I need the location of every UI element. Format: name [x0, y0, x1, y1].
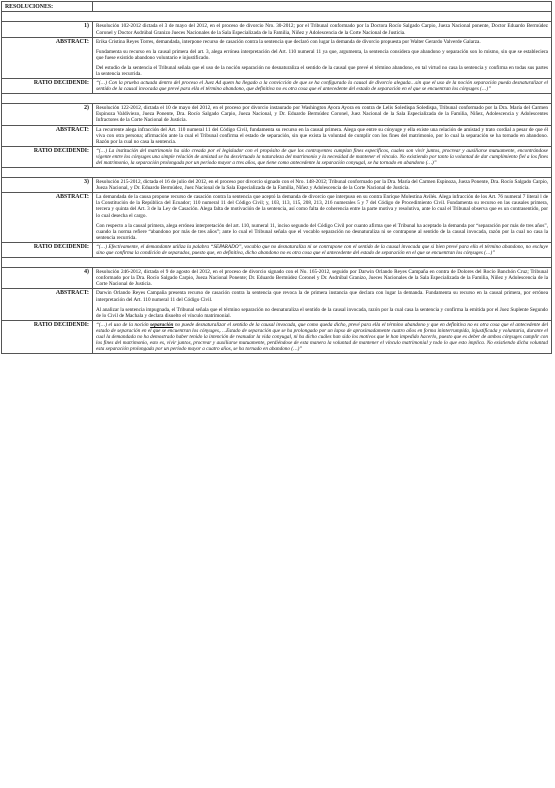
case-number: 4)	[2, 268, 93, 289]
ratio-label: RATIO DECIDENDI:	[2, 242, 93, 257]
case-ratio	[93, 320, 552, 353]
case-2-abstract-row	[2, 125, 552, 146]
ratio-label: RATIO DECIDENDI:	[2, 146, 93, 167]
abstract-label: ABSTRACT:	[2, 125, 93, 146]
case-1-ratio-row	[2, 79, 552, 94]
case-ratio: “(…) Efectivamente, el demandante utiliza la palabra “SEPARADO”, vocablo que no desnaturaliza ni se contrapone con el sentido de la causal invocada que si bien prevé para ella el término abandono, no excluye sino que confirma la condición de separados, puesto que, en definitiva, dicho abandono no es otra cosa que el antecedente del estado de separación en el que se encuentran los cónyuges (…)”	[93, 242, 552, 257]
case-1-abstract-row	[2, 37, 552, 78]
case-resolution: Resolución 215-2012, dictada el 16 de julio del 2012, en el proceso por divorcio signado con el Nro. 148-2012; Tribunal conformado por la Dra. María del Carmen Espinoza, Jueza Ponente, Dra. Rocío Salgado Carpio, Jueza Nacional, y Dr. Eduardo Bermúdez, Juez Nacional de la Sala Especializada de la Familia, Niñez y Adolescencia de la Corte Nacional de Justicia.	[93, 178, 552, 193]
ratio-quote-rest: no puede desnaturalizar el sentido de la causal invocada, que como queda dicho, prevé para ella el término abandono y que en definitiva no es otra cosa que el antecedente del estado de separación en el que se encuentran los cónyuges,….Estado de separación que se ha prolongado por un lapso de aproximadamente cuatro años en forma ininterrumpida, injustificada y voluntaria, durante el cual la demandada no ha demostrado haber tenido la intención de reanudar la vida conyugal, ni ha dicho cuáles han sido los motivos que le han impedido hacerlo, puesto que es deber de ambos cónyuges cumplir con los fines del matrimonio, esto es, vivir juntos, procrear y auxiliarse mutuamente, perdiéndose de esta manera la voluntad de mantener el vínculo matrimonial y todo lo que esto implica. No existiendo dicha voluntad esta separación prolongada por un periodo mayor a cuatro años, se ha tornado en abandono (…)”	[96, 321, 549, 353]
case-abstract: La demandada de la causa propone recurso de casación contra la sentencia que aceptó la demanda de divorcio que interpuso en su contra Enrique Molestina Avilés. Alega infracción de los Art. 76 numeral 7 literal l de la Constitución de la República del Ecuador; 110 numeral 11 del Código Civil; y, 103, 113, 115, 208, 213, 216 numerales 5 y 7 del Código de Procedimiento Civil. Fundamenta su recurso en las causales primera, tercera y quinta del Art. 3 de la Ley de Casación. Alega falta de motivación de la sentencia, así como falta de coherencia entre la parte motiva y resolutiva, ante lo cual el Tribunal observa que es un contrasentido, por lo cual desecha el cargo. Con respecto a la causal primera, alega errónea interpretación del art. 110, numeral 11, inciso segundo del Código Civil por cuanto afirma que el Tribunal ha aceptado la demanda por “separación por más de tres años”, cuando la norma refiere “abandono por más de tres años”; ante lo cual el Tribunal señala que el vocablo separación no desnaturaliza ni se contrapone al sentido de la causal invocada, razón por la cual no casa la sentencia recurrida.	[93, 193, 552, 243]
case-2-ratio-row	[2, 146, 552, 167]
case-number: 1)	[2, 22, 93, 37]
case-4-abstract-row	[2, 289, 552, 320]
case-number: 3)	[2, 178, 93, 193]
case-4-resolution-row	[2, 268, 552, 289]
case-ratio: “(…) La institución del matrimonio ha sido creada por el legislador con el propósito de que los contrayentes cumplan fines específicos, cuales son vivir juntos, procrear y auxiliarse mutuamente, encontrándose vigente entre los cónyuges una simple relación de amistad se ha desvirtuado la naturaleza del matrimonio y la necesidad de mantener el vínculo. No existiendo por tanto la voluntad de dar cumplimiento fiel a los fines del matrimonio, la separación prolongada por un periodo mayor a tres años, que tiene como antecedente la separación conyugal, se ha tornado en abandono (…)”	[93, 146, 552, 167]
ratio-label: RATIO DECIDENDI:	[2, 79, 93, 94]
resolutions-table	[1, 1, 552, 354]
header-row	[2, 2, 552, 12]
ratio-label: RATIO DECIDENDI:	[2, 320, 93, 353]
case-abstract: La recurrente alega infracción del Art. 110 numeral 11 del Código Civil, fundamenta su recurso en la causal primera. Alega que entre su cónyuge y ella existe una relación de amistad y trato cordial a pesar de que él viva con otra persona; afirmación ante la cual el Tribunal confirma el estado de separación, sin que exista la voluntad de cumplir con los fines del matrimonio, por lo cual la separación se ha tornado en abandono. Razón por la cual no casa la sentencia.	[93, 125, 552, 146]
abstract-label: ABSTRACT:	[2, 193, 93, 243]
case-number: 2)	[2, 104, 93, 125]
case-abstract: Erika Cristina Reyes Torres, demandada, interpone recurso de casación contra la sentencia que declaró con lugar la demanda de divorcio propuesta por Walter Gerardo Valverde Galarza. Fundamenta su recurso en la causal primera del art. 3, alega errónea interpretación del Art. 110 numeral 11 ya que, argumenta, la sentencia considera que abandono y separación son lo mismo, sin que se estableciera que fuese existido abandono voluntario e injustificado. Del estudio de la sentencia el Tribunal señala que el uso de la noción separación no desnaturaliza el sentido de la causal que prevé el término abandono, en tal virtud no casa la sentencia y confirma en todas sus partes la sentencia recurrida.	[93, 37, 552, 78]
ratio-quote-start: “(…) el uso de la noción	[96, 321, 151, 328]
ratio-key-term: separación	[150, 321, 174, 328]
case-2-resolution-row	[2, 104, 552, 125]
case-1-resolution-row	[2, 22, 552, 37]
document-page	[1, 1, 554, 354]
case-resolution: Resolución 246-2012, dictada el 9 de agosto del 2012, en el proceso de divorcio signado con el No. 165-2012, seguido por Darwin Orlando Reyes Campaña en contra de Dolores del Rocío Banchón Cruz; Tribunal conformado por la Dra. Rocío Salgado Carpio, Jueza Nacional Ponente; Dr. Eduardo Bermúdez Coronel y Dr. Asdrúbal Granizo, Jueces Nacionales de la Sala Especializada de la Familia, Niñez y Adolescencia de la Corte Nacional de Justicia.	[93, 268, 552, 289]
case-4-ratio-row	[2, 320, 552, 353]
resolutions-header: RESOLUCIONES:	[2, 2, 93, 12]
case-3-abstract-row	[2, 193, 552, 243]
case-3-resolution-row	[2, 178, 552, 193]
case-ratio: “(…) Con la prueba actuada dentro del proceso el Juez Ad quem ha llegado a la convicción de que se ha configurado la causal de divorcio alegada…sin que el uso de la noción separación pueda desnaturalizar el sentido de la causal invocada que prevé para ella el término abandono, que definitiva no es otra cosa que el antecedente del estado de separación en el que se encuentran los cónyuges (…)”	[93, 79, 552, 94]
case-3-ratio-row	[2, 242, 552, 257]
case-resolution: Resolución 102-2012 dictada el 3 de mayo del 2012, en el proceso de divorcio Nro. 30-2012; por el Tribunal conformado por la Doctora Rocío Salgado Carpio, Jueza Nacional ponente, Doctor Eduardo Bermúdez Coronel y Doctor Asdrúbal Granizo Jueces Nacionales de la Sala Especializada de la Familia, Niñez y Adolescencia de la Corte Nacional de Justicia.	[93, 22, 552, 37]
abstract-label: ABSTRACT:	[2, 289, 93, 320]
abstract-label: ABSTRACT:	[2, 37, 93, 78]
case-abstract: Darwin Orlando Reyes Campaña presenta recurso de casación contra la sentencia que revoca la de primera instancia que declara con lugar la demanda. Fundamenta su recurso en la causal primera, por errónea interpretación del Art. 110 numeral 11 del Código Civil. Al analizar la sentencia impugnada, el Tribunal señala que el término separación no desnaturaliza el sentido de la causal invocada, razón por la cual casa la sentencia y confirma la emitida por el Juez Suplente Segundo de lo Civil de Machala y declara disuelto el vínculo matrimonial.	[93, 289, 552, 320]
case-resolution: Resolución 122-2012, dictada el 10 de mayo del 2012, en el proceso por divorcio instaurado por Washington Ayora Ayora en contra de Lelis Soledispa Soledispa, Tribunal conformado por la Dra. María del Carmen Espinoza Valdiviezo, Jueza Ponente, Dra. Rocío Salgado Carpio, Jueza Nacional, y Dr. Eduardo Bermúdez Coronel, Juez Nacional de la Sala Especializada de la Familia, Niñez, Adolescencia y Adolescentes Infractores de la Corte Nacional de Justicia.	[93, 104, 552, 125]
header-empty-cell	[93, 2, 552, 12]
